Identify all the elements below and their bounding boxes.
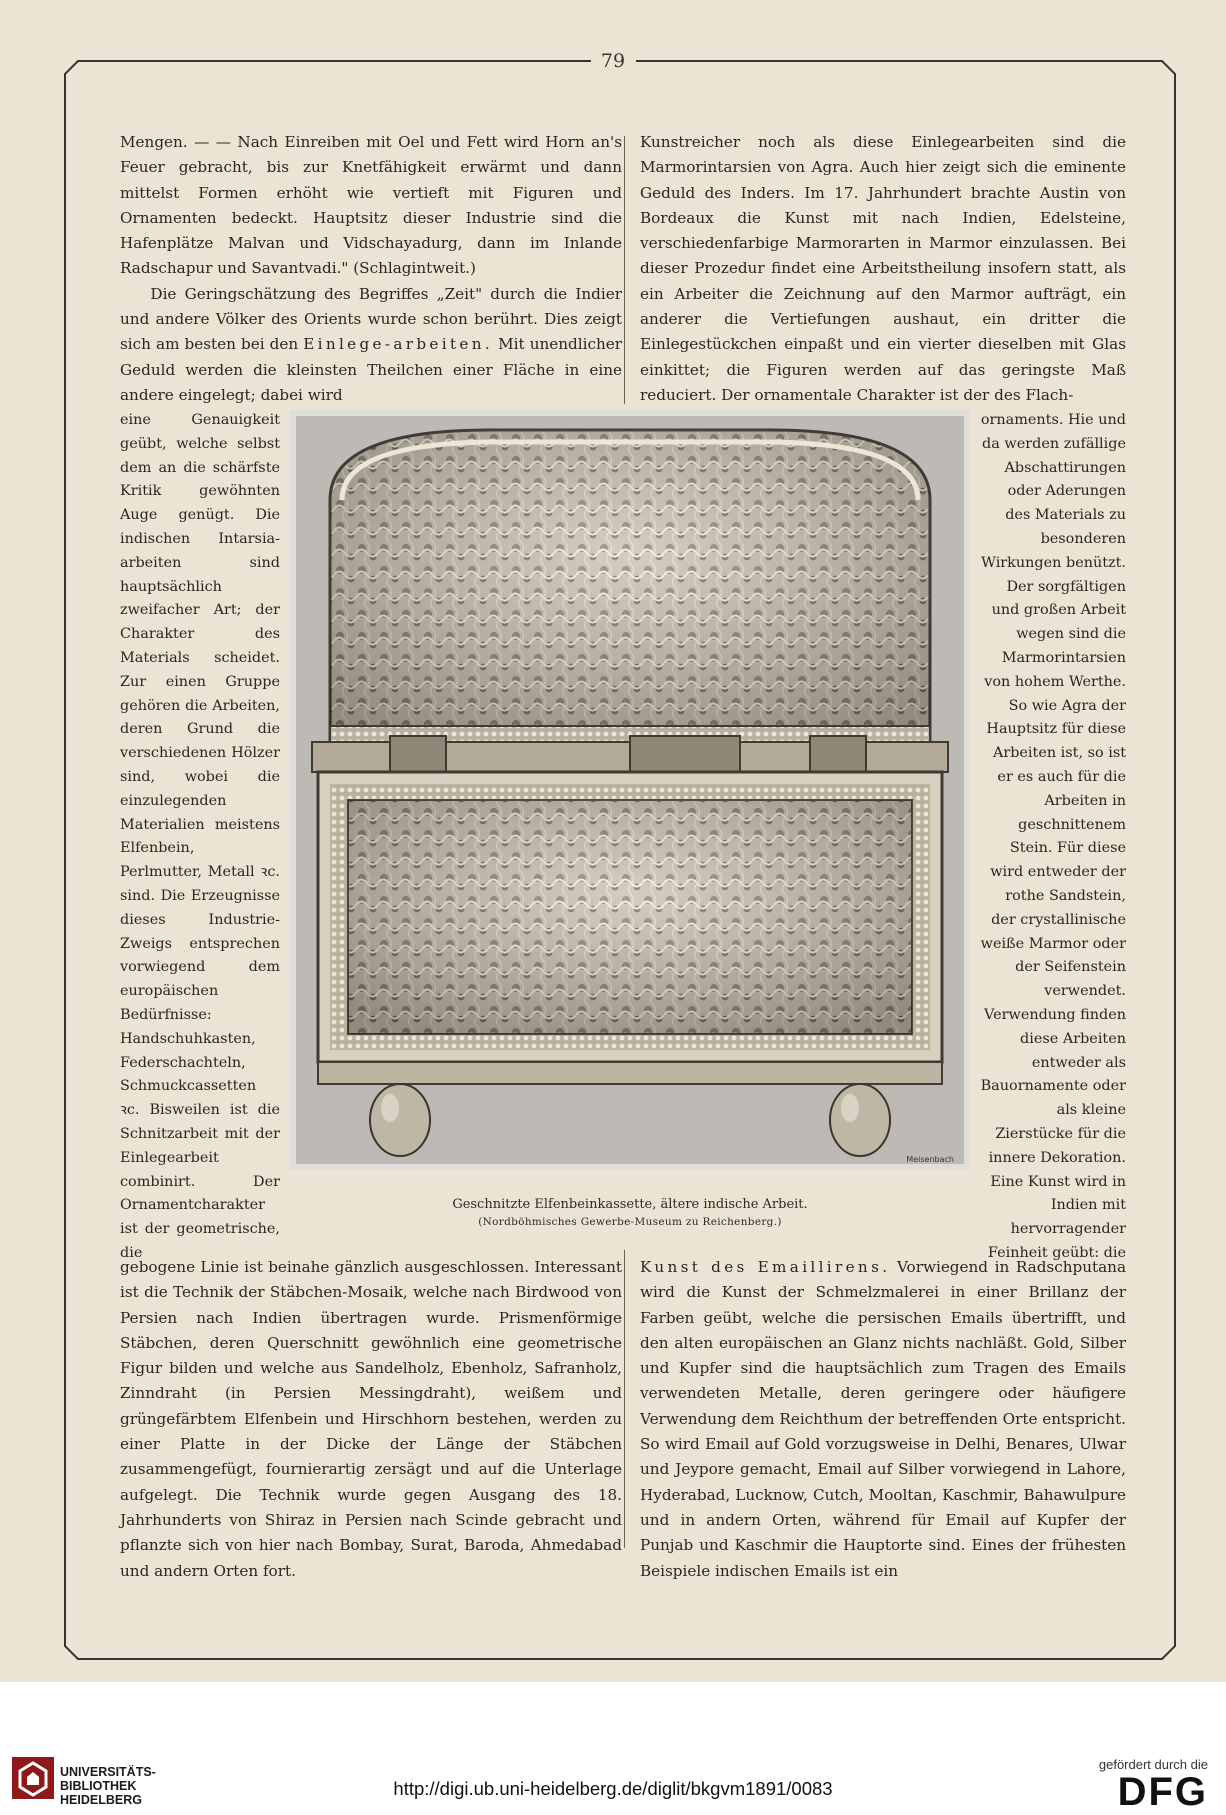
carved-ivory-casket-image [290,410,970,1170]
right-narrow-column-text [980,409,1126,1266]
figure-caption [290,1196,970,1230]
text-run: Vorwiegend in Radschputana wird die Kunst der Schmelzmalerei in einer Brillanz der Farben geübt, welche die persischen Emails übertrifft, und den alten europäischen an Glanz nichts nachläßt. Gold, Silber und Kupfer sind die hauptsächlich zum Tragen des Emails verwendeten Metalle, deren geringere oder häufigere Verwendung dem Reichthum der betreffenden Orte entspricht. So wird Email auf Gold vorzugsweise in Delhi, Benares, Ulwar und Jeypore gemacht, Email auf Silber vorwiegend in Lahore, Hyderabad, Lucknow, Cutch, Mooltan, Kaschmir, Bahawulpure und in andern Orten, während für Email auf Kupfer der Punjab und Kaschmir die Hauptorte sind. Eines der frühesten Beispiele indischen Emails ist ein [640,1258,1127,1580]
right-column-top-text [640,130,1126,408]
column-divider [624,136,625,404]
caption-title: Geschnitzte Elfenbeinkassette, ältere indische Arbeit. [452,1197,808,1212]
library-name-line: BIBLIOTHEK [60,1779,137,1793]
paragraph: ornaments. Hie und da werden zufällige Abschattirungen oder Aderungen des Materials zu besonderen Wirkungen benützt. Der sorgfältigen und großen Arbeit wegen sind die Marmorintarsien von hohem Werthe. So wie Agra der Hauptsitz für diese Arbeiten ist, so ist er es auch für die Arbeiten in geschnittenem Stein. Für diese wird entweder der rothe Sandstein, der crystallinische weiße Marmor oder der Seifenstein verwendet. Verwendung finden diese Arbeiten entweder als Bauornamente oder als kleine Zierstücke für die innere Dekoration. Eine Kunst wird in Indien mit hervorragender Feinheit geübt: die [980,412,1126,1261]
left-column-bottom-text [120,1255,622,1584]
paragraph [120,282,622,408]
library-name-line: HEIDELBERG [60,1793,142,1807]
paragraph [640,1255,1126,1584]
funding-note: gefördert durch die [1098,1757,1208,1772]
paragraph: eine Genauigkeit geübt, welche selbst dem an die schärfste Kritik gewöhnten Auge genügt. Die indischen Intarsia-arbeiten sind hauptsächlich zweifacher Art; der Charakter des Materials scheidet. Zur einen Gruppe gehören die Arbeiten, deren Grund die verschiedenen Hölzer sind, wobei die einzulegenden Materialien meistens Elfenbein, Perlmutter, Metall ꝛc. sind. Die Erzeugnisse dieses Industrie-Zweigs entsprechen vorwiegend dem europäischen Bedürfnisse: Handschuhkasten, Federschachteln, Schmuckcassetten ꝛc. Bisweilen ist die Schnitzarbeit mit der Einlegearbeit combinirt. Der Ornamentcharakter ist der geometrische, die [120,412,280,1261]
column-divider [624,1250,625,1548]
left-column-top-text [120,130,622,408]
library-name-line: UNIVERSITÄTS- [60,1765,156,1779]
text-run: Die Geringschätzung des Begriffes „Zeit" durch die Indier und andere Völker des Orients wurde schon berührt. Dies zeigt sich am besten bei den [120,284,622,354]
paragraph: gebogene Linie ist beinahe gänzlich ausgeschlossen. Interessant ist die Technik der Stäbchen-Mosaik, welche nach Birdwood von Persien nach Indien übertragen wurde. Prismenförmige Stäbchen, deren Querschnitt gewöhnlich eine geometrische Figur bilden und welche aus Sandelholz, Ebenholz, Safranholz, Zinndraht (in Persien Messingdraht), weißem und grüngefärbtem Elfenbein und Hirschhorn bestehen, werden zu einer Platte in der Dicke der Länge der Stäbchen zusammengefügt, fournierartig zersägt und auf die Unterlage aufgelegt. Die Technik wurde gegen Ausgang des 18. Jahrhunderts von Shiraz in Persien nach Scinde gebracht und pflanzte sich von hier nach Bombay, Surat, Baroda, Ahmedabad und andern Orten fort. [120,1258,622,1580]
engraver-signature: Meisenbach [906,1155,954,1164]
casket-photograph [290,410,970,1170]
caption-source: (Nordböhmisches Gewerbe-Museum zu Reichenberg.) [478,1216,782,1228]
left-narrow-column-text [120,409,280,1266]
permalink-url[interactable]: http://digi.ub.uni-heidelberg.de/diglit/bkgvm1891/0083 [393,1778,833,1799]
spaced-heading: Einlege-arbeiten. [303,335,494,354]
paragraph: Kunstreicher noch als diese Einlegearbeiten sind die Marmorintarsien von Agra. Auch hier zeigt sich die eminente Geduld des Inders. Im 17. Jahrhundert brachte Austin von Bordeaux die Kunst mit nach Indien, Edelsteine, verschiedenfarbige Marmorarten in Marmor einzulassen. Bei dieser Prozedur findet eine Arbeitstheilung insofern statt, als ein Arbeiter die Zeichnung auf den Marmor aufträgt, ein anderer die Vertiefungen aushaut, ein dritter die Einlegestückchen einpaßt und ein vierter dieselben mit Glas einkittet; die Figuren werden auf das geringste Maß reduciert. Der ornamentale Charakter ist der des Flach- [640,133,1126,404]
text-run: Mit unendlicher Geduld werden die kleinsten Theilchen einer Fläche in eine andere eingelegt; dabei wird [120,335,623,404]
paragraph: Mengen. — — Nach Einreiben mit Oel und Fett wird Horn an's Feuer gebracht, bis zur Knetfähigkeit erwärmt und dann mittelst Formen erhöht wie vertieft mit Figuren und Ornamenten bedeckt. Hauptsitz dieser Industrie sind die Hafenplätze Malvan und Vidschayadurg, dann im Inlande Radschapur und Savantvadi." (Schlagintweit.) [120,133,622,278]
right-column-bottom-text [640,1255,1126,1584]
page-number: 79 [591,50,635,72]
dfg-logo: DFG [1117,1770,1208,1814]
spaced-heading: Kunst des Emaillirens. [640,1258,891,1276]
